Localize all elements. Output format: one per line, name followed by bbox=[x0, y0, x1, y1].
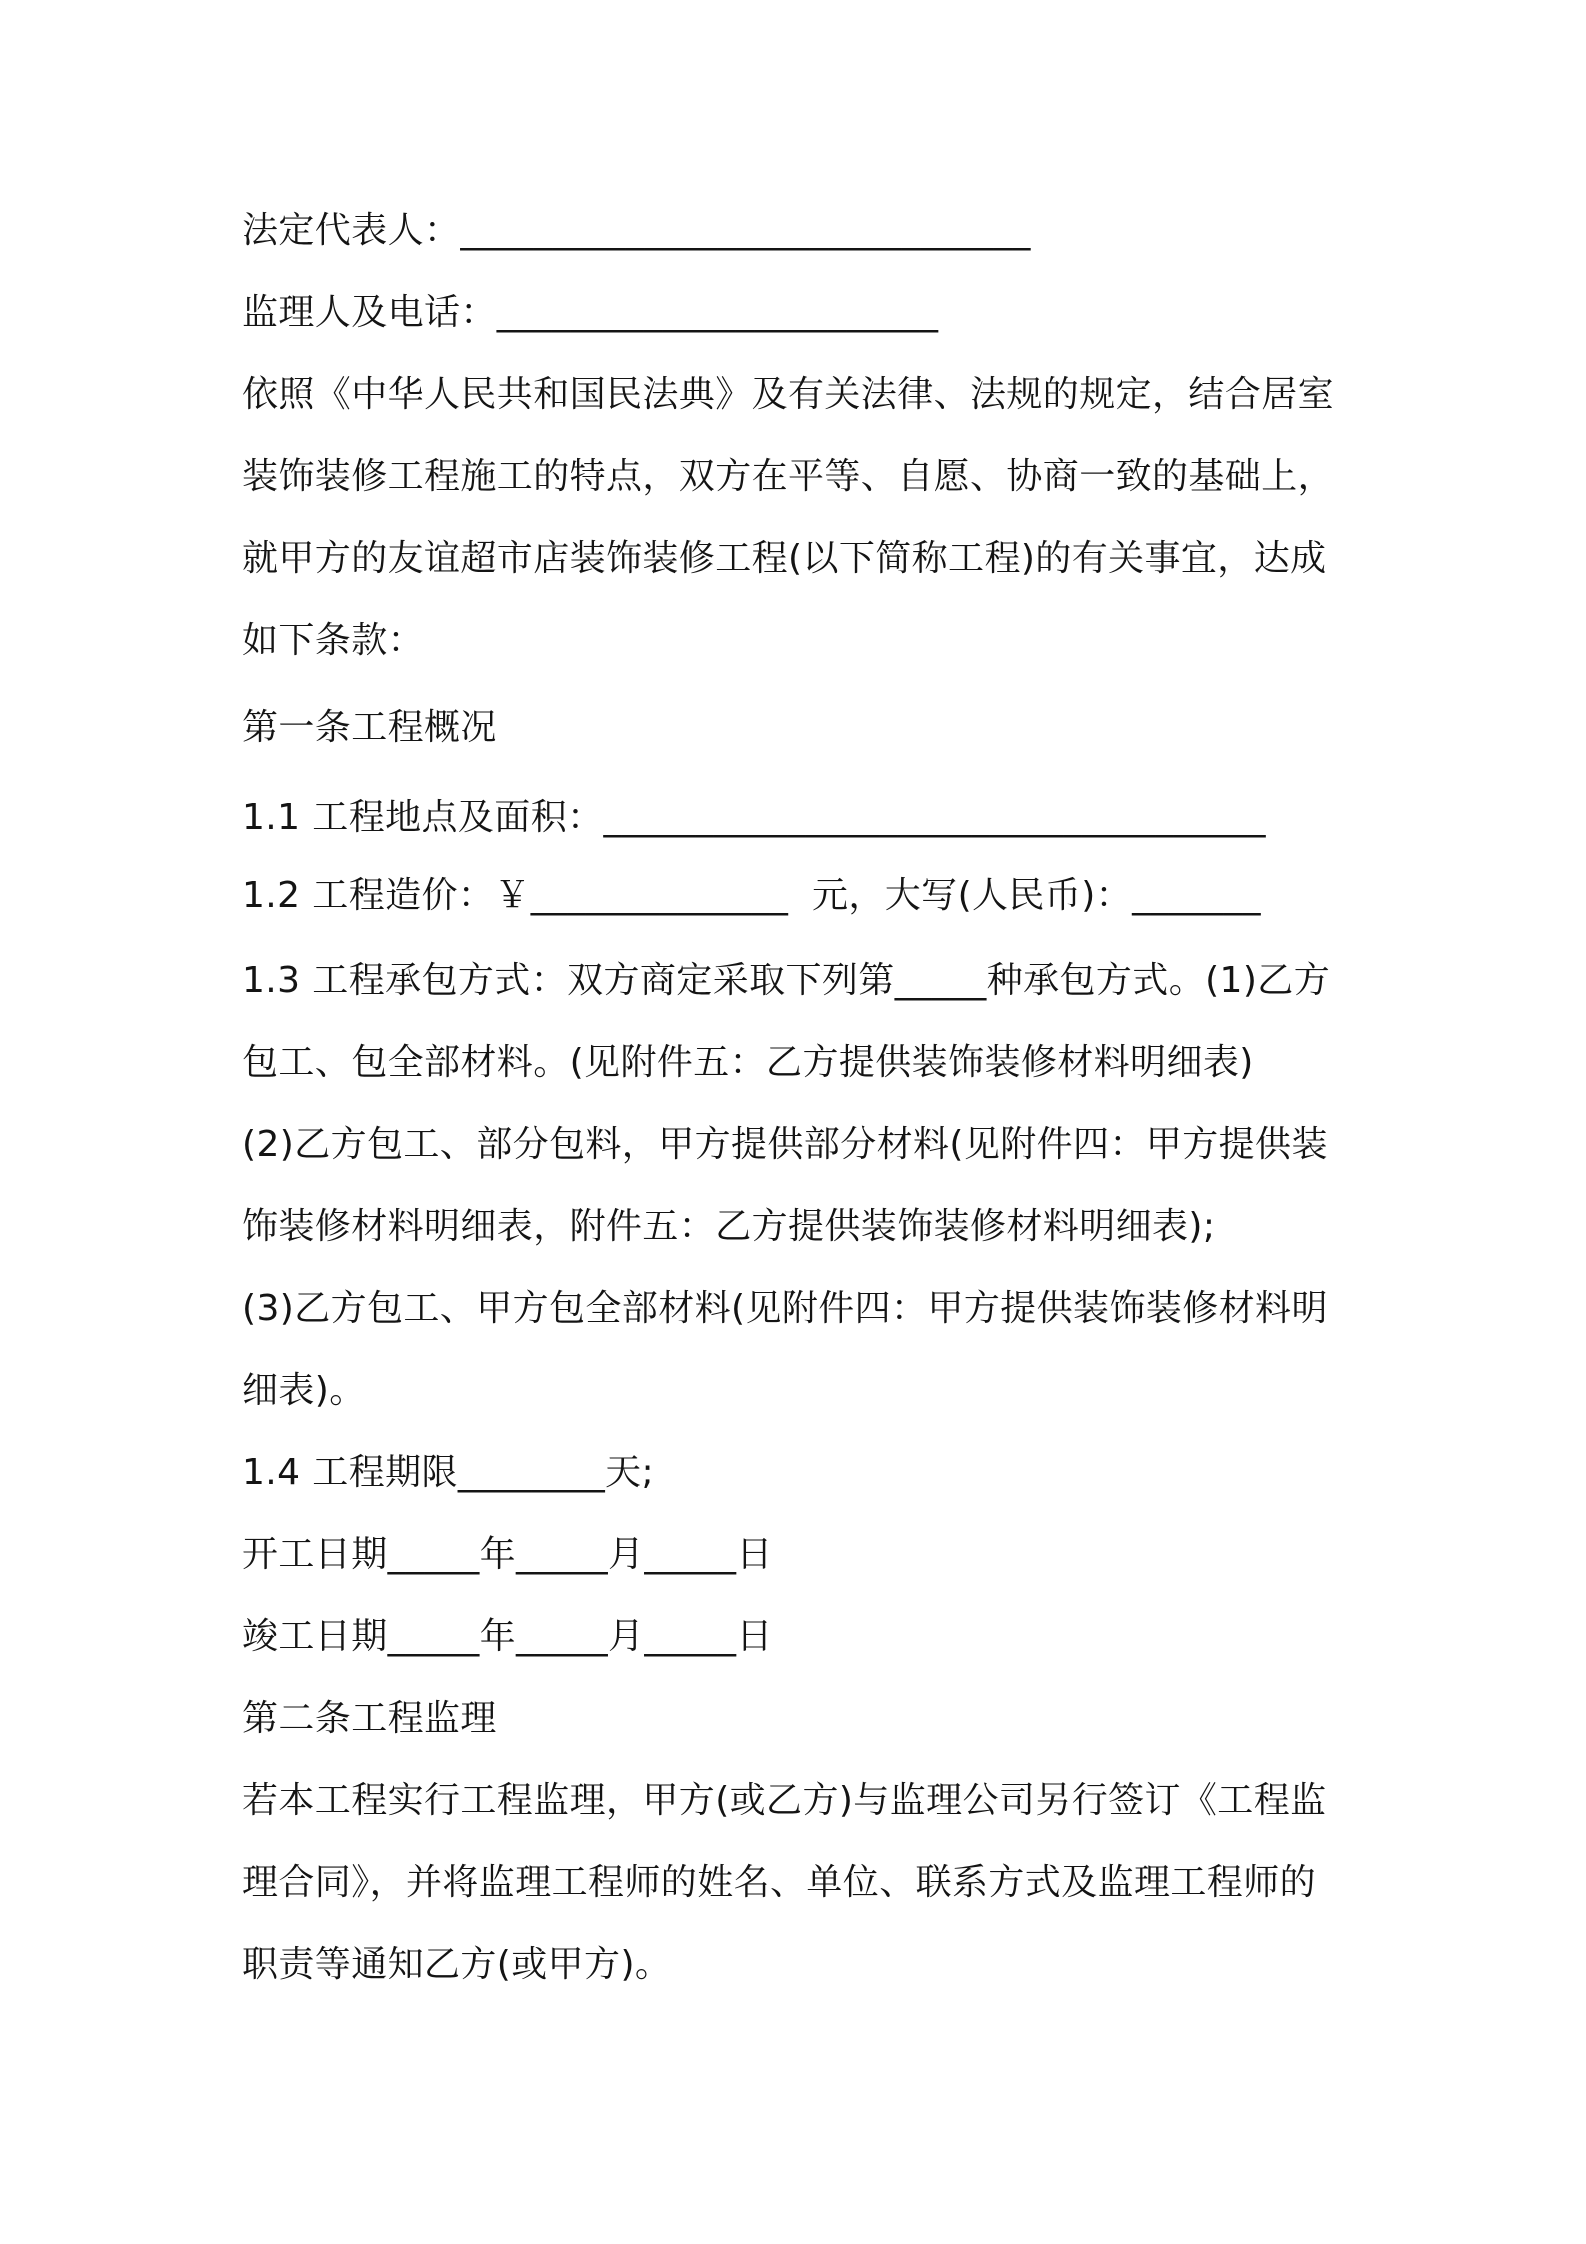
preamble-line-3: 就甲方的友谊超市店装饰装修工程(以下简称工程)的有关事宜，达成 bbox=[242, 538, 1327, 579]
clause-1-3-option-3-line-1: (3)乙方包工、甲方包全部材料(见附件四：甲方提供装饰装修材料明 bbox=[242, 1288, 1328, 1329]
preamble-line-2: 装饰装修工程施工的特点，双方在平等、自愿、协商一致的基础上， bbox=[242, 456, 1335, 497]
article-1-heading: 第一条工程概况 bbox=[242, 707, 497, 748]
clause-1-4: 1.4 工程期限________天; bbox=[242, 1452, 655, 1493]
clause-1-3-option-3-line-2: 细表)。 bbox=[242, 1370, 366, 1411]
clause-1-1: 1.1 工程地点及面积：____________________________________ bbox=[242, 797, 1266, 838]
article-2-line-1: 若本工程实行工程监理，甲方(或乙方)与监理公司另行签订《工程监 bbox=[242, 1780, 1327, 1821]
article-2-line-3: 职责等通知乙方(或甲方)。 bbox=[242, 1944, 672, 1985]
supervisor-phone-line: 监理人及电话：________________________ bbox=[242, 292, 939, 333]
preamble-line-4: 如下条款： bbox=[242, 620, 425, 661]
article-2-line-2: 理合同》，并将监理工程师的姓名、单位、联系方式及监理工程师的 bbox=[242, 1862, 1317, 1903]
clause-1-3-line-2: 包工、包全部材料。(见附件五：乙方提供装饰装修材料明细表) bbox=[242, 1042, 1254, 1083]
completion-date-line: 竣工日期_____年_____月_____日 bbox=[242, 1616, 773, 1657]
clause-1-3-option-2-line-1: (2)乙方包工、部分包料，甲方提供部分材料(见附件四：甲方提供装 bbox=[242, 1124, 1328, 1165]
clause-1-2: 1.2 工程造价：￥______________ 元，大写(人民币)：_______ bbox=[242, 875, 1261, 916]
legal-representative-line: 法定代表人：_______________________________ bbox=[242, 210, 1031, 251]
start-date-line: 开工日期_____年_____月_____日 bbox=[242, 1534, 773, 1575]
article-2-heading: 第二条工程监理 bbox=[242, 1698, 497, 1739]
clause-1-3-line-1: 1.3 工程承包方式：双方商定采取下列第_____种承包方式。(1)乙方 bbox=[242, 960, 1331, 1001]
preamble-line-1: 依照《中华人民共和国民法典》及有关法律、法规的规定，结合居室 bbox=[242, 374, 1335, 415]
clause-1-3-option-2-line-2: 饰装修材料明细表，附件五：乙方提供装饰装修材料明细表); bbox=[242, 1206, 1216, 1247]
